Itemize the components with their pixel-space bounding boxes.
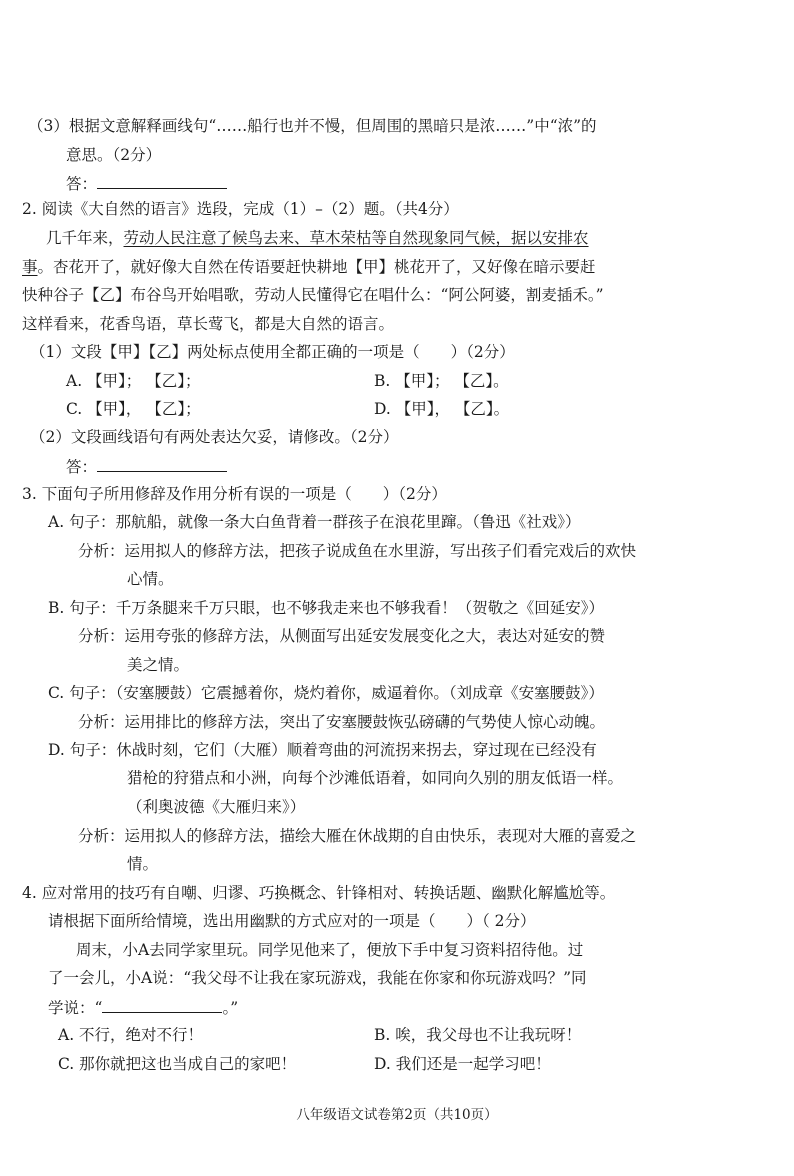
q2-title: 2. 阅读《大自然的语言》选段，完成（1）–（2）题。（共4分）	[22, 200, 459, 218]
q3-option-b-analysis: 分析：运用夸张的修辞方法，从侧面写出延安发展变化之大，表达对延安的赞	[78, 627, 606, 645]
page-footer: 八年级语文试卷第2页（共10页）	[296, 1107, 498, 1123]
q3-option-c-analysis: 分析：运用排比的修辞方法，突出了安塞腰鼓恢弘磅礴的气势使人惊心动魄。	[78, 713, 606, 731]
q4-scenario-line3	[48, 996, 238, 1019]
q3-option-c-sentence[interactable]: C. 句子：（安塞腰鼓）它震撼着你，烧灼着你，威逼着你。（刘成章《安塞腰鼓》）	[48, 684, 604, 702]
q3-option-d-analysis: 分析：运用拟人的修辞方法，描绘大雁在休战期的自由快乐，表现对大雁的喜爱之	[78, 827, 637, 845]
q3-option-a-sentence[interactable]: A. 句子：那航船，就像一条大白鱼背着一群孩子在浪花里蹿。（鲁迅《社戏》）	[48, 513, 581, 531]
q2-sub1-question: （1）文段【甲】【乙】两处标点使用全都正确的一项是（ ）（2分）	[30, 343, 515, 361]
q4-title-line2: 请根据下面所给情境，选出用幽默的方式应对的一项是（ ）（ 2分）	[48, 912, 536, 930]
q2-answer-blank[interactable]	[97, 455, 227, 472]
answer-label: 答：	[66, 175, 98, 193]
q4-scenario-line1: 周末，小A去同学家里玩。同学见他来了，便放下手中复习资料招待他。过	[76, 941, 584, 959]
passage-text: 几千年来，	[46, 229, 124, 247]
q2-option-a[interactable]: A. 【甲】； 【乙】；	[66, 372, 201, 390]
q1-3-text-line2: 意思。（2分）	[66, 146, 162, 164]
q2-passage-line4: 这样看来，花香鸟语，草长莺飞，都是大自然的语言。	[22, 315, 395, 333]
scenario-text: 。”	[222, 999, 239, 1017]
q1-3-text-line1: （3）根据文意解释画线句“……船行也并不慢，但周围的黑暗只是浓……”中“浓”的	[28, 117, 597, 135]
q4-scenario-line2: 了一会儿，小A说：“我父母不让我在家玩游戏，我能在你家和你玩游戏吗？”同	[48, 969, 587, 987]
q2-passage-line1	[46, 227, 589, 249]
q2-sub2-question: （2）文段画线语句有两处表达欠妥，请修改。（2分）	[30, 428, 399, 446]
q3-option-d-source: （利奥波德《大雁归来》）	[127, 798, 306, 816]
q3-option-a-analysis: 分析：运用拟人的修辞方法，把孩子说成鱼在水里游，写出孩子们看完戏后的欢快	[78, 542, 637, 560]
q3-option-d-analysis-cont: 情。	[127, 855, 159, 873]
q3-option-b-analysis-cont: 美之情。	[127, 656, 190, 674]
passage-text: 。杏花开了，就好像大自然在传语要赶快耕地【甲】桃花开了，又好像在暗示要赶	[37, 258, 596, 276]
q3-option-d-sentence-cont: 猎枪的狩猎点和小洲，向每个沙滩低语着，如同向久别的朋友低语一样。	[127, 769, 624, 787]
q4-option-c[interactable]: C. 那你就把这也当成自己的家吧！	[58, 1055, 297, 1073]
q2-option-c[interactable]: C. 【甲】， 【乙】；	[66, 400, 201, 418]
answer-label: 答：	[66, 458, 98, 476]
q4-title-line1: 4. 应对常用的技巧有自嘲、归谬、巧换概念、针锋相对、转换话题、幽默化解尴尬等。	[22, 884, 616, 902]
scenario-text: 学说：“	[48, 999, 103, 1017]
q4-option-d[interactable]: D. 我们还是一起学习吧！	[374, 1055, 551, 1073]
q3-option-b-sentence[interactable]: B. 句子：千万条腿来千万只眼，也不够我走来也不够我看！（贺敬之《回延安》）	[48, 599, 604, 617]
q3-option-d-sentence[interactable]: D. 句子：休战时刻，它们（大雁）顺着弯曲的河流拐来拐去，穿过现在已经没有	[48, 741, 597, 759]
q2-answer-row	[66, 455, 227, 478]
q2-passage-line3: 快种谷子【乙】布谷鸟开始唱歌，劳动人民懂得它在唱什么：“阿公阿婆，割麦插禾。”	[22, 286, 604, 304]
q2-option-d[interactable]: D. 【甲】， 【乙】。	[374, 400, 510, 418]
underlined-sentence-end: 事	[22, 258, 38, 276]
q4-option-a[interactable]: A. 不行，绝对不行！	[58, 1026, 204, 1044]
q2-passage-line2	[22, 256, 596, 278]
q4-option-b[interactable]: B. 唉，我父母也不让我玩呀！	[374, 1026, 582, 1044]
q3-option-a-analysis-cont: 心情。	[127, 570, 174, 588]
q1-3-answer-blank[interactable]	[97, 172, 227, 189]
q2-option-b[interactable]: B. 【甲】； 【乙】。	[374, 372, 509, 390]
q1-3-answer-row	[66, 172, 227, 195]
q3-title: 3. 下面句子所用修辞及作用分析有误的一项是（ ）（2分）	[22, 485, 447, 503]
q4-reply-blank[interactable]	[102, 996, 222, 1013]
underlined-sentence: 劳动人民注意了候鸟去来、草木荣枯等自然现象同气候，据以安排农	[123, 229, 589, 247]
